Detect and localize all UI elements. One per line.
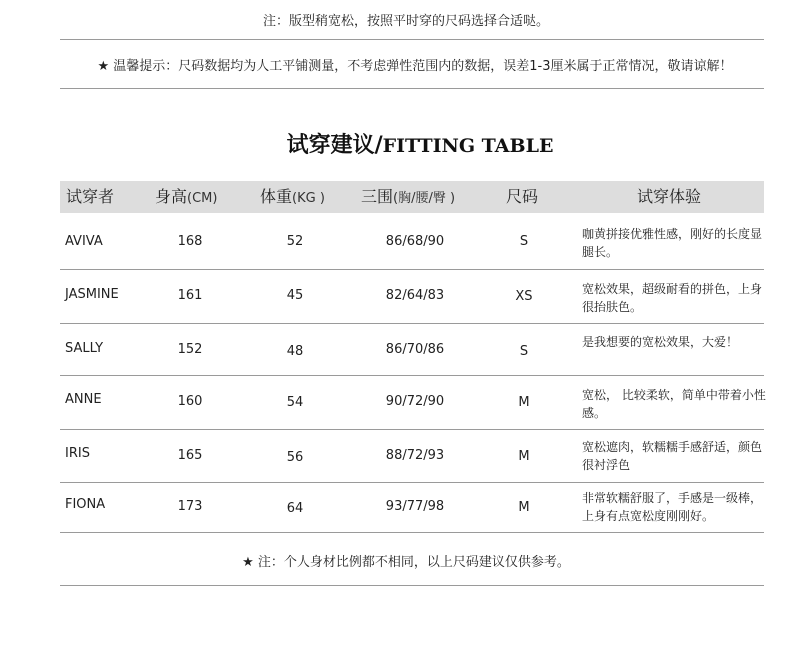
weight-value: 54 [286,395,304,410]
model-name: SALLY [65,341,104,356]
height-value: 165 [177,448,203,463]
height-value: 161 [177,288,203,303]
divider [60,88,764,89]
title-cn: 试穿建议/ [286,133,383,158]
weight-value: 56 [286,450,304,465]
model-name: FIONA [65,497,106,512]
measurements-value: 88/72/93 [385,448,445,463]
size-value: S [519,234,529,249]
disclaimer-note: ★ 注：个人身材比例都不相同，以上尺码建议仅供参考。 [242,555,570,570]
size-value: XS [515,289,533,304]
fit-note: 注：版型稍宽松，按照平时穿的尺码选择合适哒。 [262,14,549,29]
measurements-value: 86/68/90 [385,234,445,249]
model-name: JASMINE [65,287,119,302]
measurements-value: 93/77/98 [385,499,445,514]
height-value: 173 [177,499,203,514]
measurements-value: 82/64/83 [385,288,445,303]
table-row [60,483,764,533]
header-experience: 试穿体验 [637,187,702,206]
height-value: 160 [177,394,203,409]
page-title [0,128,812,159]
header-measurements: 三围(胸/腰/臀 ) [361,187,456,206]
experience-text: 非常软糯舒服了，手感是一级棒，上身有点宽松度刚刚好。 [582,491,763,523]
header-height: 身高(CM) [155,187,218,206]
divider [60,39,764,40]
header-model: 试穿者 [66,187,115,206]
weight-value: 45 [286,288,304,303]
height-value: 168 [177,234,203,249]
model-name: IRIS [65,446,90,461]
table-row [60,430,764,483]
measurements-value: 86/70/86 [385,342,445,357]
title-en: FITTING TABLE [382,135,554,157]
experience-text: 是我想要的宽松效果，大爱！ [582,335,739,349]
weight-value: 64 [286,501,304,516]
size-value: M [518,500,530,515]
table-row [60,324,764,376]
measurement-tip: ★ 温馨提示：尺码数据均为人工平铺测量，不考虑弹性范围内的数据，误差1-3厘米属于正常情况，敬请谅解！ [97,59,733,74]
divider [60,585,764,586]
experience-text: 宽松， 比较柔软，简单中带着小性感。 [582,388,766,420]
header-weight: 体重(KG ) [260,187,325,206]
table-header [60,181,764,213]
size-value: M [518,449,530,464]
header-size: 尺码 [506,187,539,206]
weight-value: 48 [286,344,304,359]
table-row [60,376,764,430]
model-name: AVIVA [65,234,103,249]
experience-text: 咖黄拼接优雅性感，刚好的长度显腿长。 [582,227,763,259]
size-value: M [518,395,530,410]
table-row [60,214,764,270]
height-value: 152 [177,342,203,357]
measurements-value: 90/72/90 [385,394,445,409]
size-value: S [519,344,529,359]
model-name: ANNE [65,392,102,407]
weight-value: 52 [286,234,304,249]
experience-text: 宽松遮肉，软糯糯手感舒适，颜色很衬浮色 [582,440,763,472]
table-row [60,270,764,324]
experience-text: 宽松效果，超级耐看的拼色，上身很抬肤色。 [582,282,763,314]
